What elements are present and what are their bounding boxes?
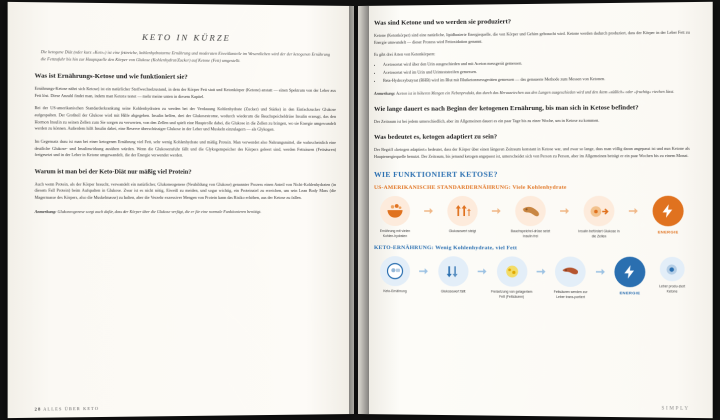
page-number: 28 xyxy=(34,406,42,412)
list-item: • Acetoacetat wird über den Urin ausgeschieden und mit Aceton messgerät gemessen. xyxy=(383,59,690,68)
arrow-icon xyxy=(491,196,501,226)
arrow-icon xyxy=(628,196,638,226)
flow-node-caption: Keto-Ernährung xyxy=(383,289,407,294)
arrow-icon xyxy=(536,257,546,287)
section-heading-adaptiert: Was bedeutet es, ketogen adaptiert zu sein? xyxy=(373,133,498,141)
glucose-down-icon xyxy=(438,257,468,287)
note-label: Anmerkung: xyxy=(373,90,396,96)
energy-orange-icon xyxy=(653,196,684,227)
transport-liver-icon xyxy=(555,257,586,287)
section-heading-dauer: Wie lange dauert es nach Beginn der ketogenen Ernährung, bis man sich in Ketose befindet? xyxy=(373,104,639,114)
note-ketone xyxy=(374,88,690,97)
footer-right: SIMPLY xyxy=(661,406,690,412)
arrow-icon xyxy=(424,196,434,226)
page-title: KETO IN KÜRZE xyxy=(142,31,231,43)
footer-left xyxy=(35,406,99,412)
section-heading-ketose: Was ist Ernährungs-Ketose und wie funktioniert sie? xyxy=(34,72,188,81)
flow-node xyxy=(549,257,592,300)
flow-node-caption: Glukosewert fällt xyxy=(440,289,466,294)
list-item: • Beta-Hydroxybutyrat (BHB) wird im Blut mit Blutketonmessgeräten gemessen — das genaueste Methode zum Messen von Ketonen. xyxy=(383,76,690,85)
note-text: Glukoneogenese sorgt auch dafür, dass der Körper über die Glukose verfügt, die er für eine normale Funktionieren benötigt. xyxy=(57,209,262,215)
list-item: • Acetoacetat wird im Urin und Urinteststreifen gemessen. xyxy=(383,67,690,76)
keto-plate-icon xyxy=(380,256,410,286)
right-page xyxy=(358,2,713,418)
insulin-cells-icon xyxy=(584,196,615,226)
paragraph: Bei der US-amerikanischen Standarderkrankung seine Kohlenhydraten zu werden bei der Verdauung Kohlenhydrate (Zucker) und Stärke) in den Einfachzucker Glukose aufgespalten. Der Großteil der Glukose wird mit Hilfe abgegeben. Insulin helfen, drei der Glukosestrome, wodurch wiederum die Bauchspeicheldrüse Insulin erzeugt, das den Hormon Insulin zu seinen Zellen zum Sie sorgen zu verwerten, von den Zellen und spielt eine Hauptrolle dabei, die Glukose in die Zellen zu bringen, wo sie Energie umgewandelt werden zu können. Außerdem hilft Insulin dabei, eine Reserve überschüssiger Glukose in der Leber und Muskeln einzulagern — als Glykogen. xyxy=(34,105,337,133)
book-gutter xyxy=(349,6,369,414)
paragraph: Ketone (Ketonkörper) sind eine natürliche, lipidbasierte Energiequelle, die von Körper und Gehirn gebraucht wird. Ketone werden dadurch produziert, dass der Körper in der Leber Fett zu Energie umwandelt — dieser Prozess wird Fettoxidation genannt. xyxy=(373,29,690,45)
arrow-icon xyxy=(595,257,605,287)
glucose-up-icon xyxy=(447,196,477,226)
fat-release-icon xyxy=(496,257,526,287)
flow-node-caption: Bauchspeichel-drüse setzt Insulin frei xyxy=(510,229,551,239)
left-page xyxy=(8,2,354,418)
infographic-title: WIE FUNKTIONIERT KETOSE? xyxy=(373,170,498,180)
pancreas-icon xyxy=(515,196,546,226)
flow-node xyxy=(374,256,416,294)
paragraph: Der Zeitraum ist bei jedem unterschiedlich, aber im Allgemeinen dauert es ein paar Tage bis zu einer Woche, um in Ketose zu kommen. xyxy=(373,118,600,125)
flow-node xyxy=(432,257,474,295)
paragraph: Auch wenn Protein, als der Körper braucht, verwandelt ein natürlicher, Glukoneogenese (Neubildung von Glukose) genannter Prozess einen Anteil von Nicht-Kohlenhydraten (in diesem Fall Protein) beim Aufspalten in Glukose. Zwar ist es nicht nötig, Eiweiß zu meiden, und sogar wichtig, ein Proteinziel zu erreichen, um sein Lean Body Mass (die Magermasse des Körpers, also die Muskelmasse) zu halten, aber die Verzehr exzessiver Mengen von Protein kann das Risiko erhöhen, aus der Ketose zu fallen. xyxy=(34,181,337,200)
flow-node xyxy=(441,196,483,234)
flow-node-caption: ENERGIE xyxy=(619,290,641,296)
flow-node xyxy=(509,196,552,238)
ketone-types-list xyxy=(374,59,690,84)
footer-title: ALLES ÜBER KETO xyxy=(43,405,100,412)
flow-node xyxy=(490,257,533,299)
flow-node-caption: Glukosewert steigt xyxy=(448,229,477,234)
paragraph: Im Gegensatz dazu ist man bei einer ketogenen Ernährung viel Fett, sehr wenig Kohlenhydrate und mäßig Protein. Man verwendet also Nahrungsmittel, die wahrscheinlich eine deutliche Glukose- und Insulinwirkung ausüben würden. Wenn die Glukosezufuhr fällt und die Glykogenspeicher des Körpers geleert sind, werden Fettsäuren (Fettsäuren) freigesetzt und in der Leber in Ketone umgewandelt, die der Energie verwendet werden. xyxy=(34,138,337,158)
flow-node-caption: Freisetzung von gelagertem Fett (Fettsäuren) xyxy=(490,289,533,299)
infographic-row-label-standard: US-AMERIKANISCHE STANDARDERNÄHRUNG: Viele Kohlenhydrate xyxy=(373,185,567,192)
flow-node-caption: Fettsäuren werden zur Leber trans-portiert xyxy=(553,290,588,299)
flow-node-caption: Leber produ-ziert Ketone xyxy=(659,284,686,294)
flow-keto-diet xyxy=(374,256,690,300)
flow-node-caption: ENERGIE xyxy=(657,229,679,235)
arrow-icon xyxy=(477,257,487,287)
bullets-intro: Es gibt drei Arten von Ketonkörpern: xyxy=(373,51,436,58)
flow-standard-diet xyxy=(374,196,690,239)
infographic-row-label-keto: KETO-ERNÄHRUNG: Wenig Kohlenhydrate, viel Fett xyxy=(373,245,518,252)
section-heading-ketone: Was sind Ketone und wo werden sie produziert? xyxy=(373,18,512,27)
section-heading-protein: Warum ist man bei der Keto-Diät nur mäßig viel Protein? xyxy=(34,168,192,176)
arrow-icon xyxy=(560,196,570,226)
arrow-icon xyxy=(419,257,429,287)
flow-node xyxy=(646,196,689,235)
note-text: Aceton ist in höheren Mengen ein Nebenprodukt, das durch das Herausriechen aus den Lungen ausgeschieden wird und den Atem »süßlich« oder »fruchtig« riechen lässt. xyxy=(396,88,675,96)
note-label: Anmerkung: xyxy=(34,209,57,215)
paragraph: Ernährungs-Ketose nährt sich Ketose) ist ein natürlicher Stoffwechselzustand, in dem der Körper Fett statt und Ketonkörper (Ketone) anstatt — einen Spektrum von der Leber aus Fett löst. Diese Anzahl findet man, indem man Ketone testet — mehr meine unten in diesem Kapitel. xyxy=(34,85,337,99)
energy-blue-icon xyxy=(614,257,645,288)
flow-node-caption: Ernährung mit vielen Kohlen-hydraten xyxy=(379,229,411,239)
flow-node xyxy=(655,257,690,294)
flow-node-caption: Insulin befördert Glukose in die Zellen xyxy=(578,229,620,239)
paragraph: Der Begriff »ketogen adaptiert« bedeutet, dass der Körper über einen längeren Zeitraum konstant in Ketose war, und zwar so lange, dass man völlig daran angepasst ist und nun Ketone als Hauptenergiequelle benutzt. Der Zeitraum, bis jemand ketogen angepasst ist, unterscheidet sich von Person zu Person, aber im Allgemeinen beträgt er ein paar Wochen bis zu einem Monat. xyxy=(373,146,690,159)
flow-node xyxy=(374,196,416,238)
ketone-icon xyxy=(660,257,685,282)
note-protein xyxy=(35,209,336,216)
flow-node xyxy=(608,257,651,296)
bowl-icon xyxy=(380,196,410,226)
flow-node xyxy=(577,196,620,239)
lede-paragraph: Die ketogene Diät (oder kurz »Keto«) ist eine fettreiche, kohlenhydratarme Ernährung und moderaten Eiweißanteile im Wesentlichen wird der der ketogenen Ernährung die Fettzufuhr bis hin zur Hauptquelle den Körper von Glukose (Kohlenhydrat/Zucker) auf Ketone (Fett) umgestellt. xyxy=(40,49,330,63)
